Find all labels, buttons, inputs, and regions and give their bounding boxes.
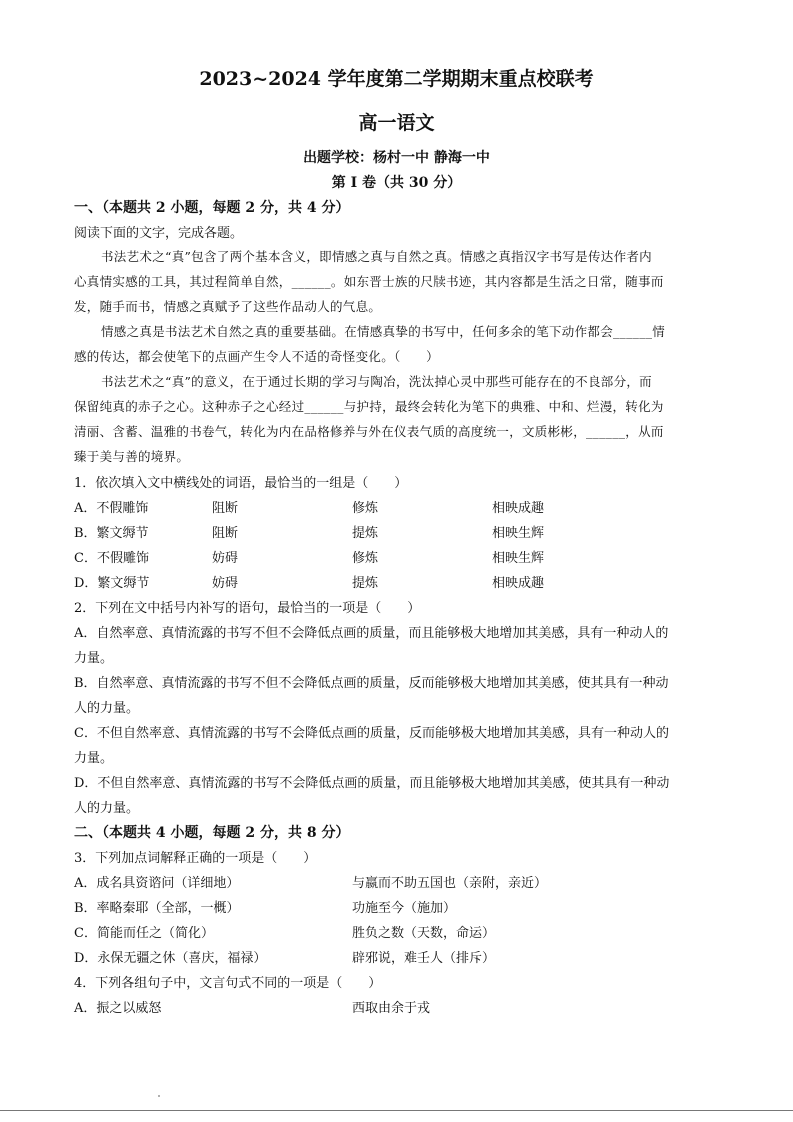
q1-a-word2: 阻断: [212, 501, 239, 516]
section2-heading: 二、（本题共 4 小题，每题 2 分，共 8 分）: [74, 825, 350, 841]
q4-a-right: 西取由余于戎: [352, 1001, 431, 1016]
q2-option-d-cont: 人的力量。: [74, 801, 140, 816]
q3-d-right: 辟邪说，难壬人（排斥）: [352, 951, 496, 966]
passage-line: 心真情实感的工具，其过程简单自然，______。如东晋士族的尺牍书迹，其内容都是生活之日常，随事而: [74, 274, 664, 289]
q1-a-word1: A．不假雕饰: [74, 501, 149, 516]
passage-line: 保留纯真的赤子之心。这种赤子之心经过______与护持，最终会转化为笔下的典雅、中和、烂漫，转化为: [74, 399, 664, 414]
q1-b-word2: 阻断: [212, 526, 239, 541]
passage-line: 发，随手而书，情感之真赋予了这些作品动人的气息。: [74, 299, 382, 314]
q1-a-word3: 修炼: [352, 501, 379, 516]
volume-heading: 第 I 卷（共 30 分）: [331, 175, 462, 191]
q3-option-c[interactable]: [74, 922, 694, 942]
subject-title: 高一语文: [358, 112, 435, 134]
section1-intro: 阅读下面的文字，完成各题。: [74, 226, 244, 241]
q1-d-word1: D．繁文缛节: [74, 576, 150, 591]
passage-line: 清丽、含蓄、温雅的书卷气，转化为内在品格修养与外在仪表气质的高度统一，文质彬彬，______，从而: [74, 424, 664, 439]
q4-a-left: A．振之以威怒: [74, 1001, 162, 1016]
q2-option-c-cont: 力量。: [74, 751, 114, 766]
passage-line: 情感之真是书法艺术自然之真的重要基础。在情感真挚的书写中，任何多余的笔下动作都会______情: [101, 324, 666, 339]
q1-option-b[interactable]: [74, 522, 694, 542]
q1-c-word4: 相映生辉: [492, 551, 545, 566]
passage-line: 臻于美与善的境界。: [74, 449, 190, 464]
q3-c-left: C．简能而任之（简化）: [74, 926, 214, 941]
q3-a-left: A．成名具资谘问（详细地）: [74, 876, 240, 891]
q2-option-c[interactable]: C．不但自然率意、真情流露的书写不会降低点画的质量，反而能够极大地增加其美感，具有一种动人的: [74, 726, 669, 741]
q2-option-a-cont: 力量。: [74, 651, 114, 666]
q2-option-a[interactable]: A．自然率意、真情流露的书写不但不会降低点画的质量，而且能够极大地增加其美感，具有一种动人的: [74, 626, 669, 641]
footer-divider: [0, 1110, 793, 1111]
q2-option-b-cont: 人的力量。: [74, 701, 140, 716]
q1-a-word4: 相映成趣: [492, 501, 545, 516]
setter-schools: 出题学校：杨村一中 静海一中: [303, 150, 490, 166]
q1-option-c[interactable]: [74, 547, 694, 567]
q1-b-word4: 相映生辉: [492, 526, 545, 541]
q3-d-left: D．永保无疆之休（喜庆，福禄）: [74, 951, 267, 966]
section1-heading: 一、（本题共 2 小题，每题 2 分，共 4 分）: [74, 200, 350, 216]
passage-line: 书法艺术之“真”包含了两个基本含义，即情感之真与自然之真。情感之真指汉字书写是传达作者内: [101, 249, 652, 264]
exam-title: 2023~2024 学年度第二学期期末重点校联考: [199, 68, 594, 90]
q1-option-a[interactable]: [74, 497, 694, 517]
q2-stem: 2．下列在文中括号内补写的语句，最恰当的一项是（ ）: [74, 601, 421, 616]
q3-b-left: B．率略秦耶（全部，一概）: [74, 901, 240, 916]
q1-d-word3: 提炼: [352, 576, 379, 591]
q3-option-a[interactable]: [74, 872, 694, 892]
q3-stem: 3．下列加点词解释正确的一项是（ ）: [74, 851, 317, 866]
q2-option-b[interactable]: B．自然率意、真情流露的书写不但不会降低点画的质量，反而能够极大地增加其美感，使其具有一种动: [74, 676, 669, 691]
q3-c-right: 胜负之数（天数，命运）: [352, 926, 496, 941]
q3-b-right: 功施至今（施加）: [352, 901, 457, 916]
q1-b-word3: 提炼: [352, 526, 379, 541]
q1-stem: 1．依次填入文中横线处的词语，最恰当的一组是（ ）: [74, 476, 408, 491]
footer-dot: [158, 1095, 160, 1097]
q4-option-a[interactable]: [74, 997, 694, 1017]
q2-option-d[interactable]: D．不但自然率意、真情流露的书写不会降低点画的质量，而且能够极大地增加其美感，使其具有一种动: [74, 776, 670, 791]
q1-c-word2: 妨碍: [212, 551, 239, 566]
q3-option-b[interactable]: [74, 897, 694, 917]
q4-stem: 4．下列各组句子中，文言句式不同的一项是（ ）: [74, 976, 382, 991]
q1-c-word3: 修炼: [352, 551, 379, 566]
passage-line: 感的传达，都会使笔下的点画产生令人不适的奇怪变化。（ ）: [74, 349, 439, 364]
q1-b-word1: B．繁文缛节: [74, 526, 149, 541]
q1-d-word4: 相映成趣: [492, 576, 545, 591]
passage-line: 书法艺术之“真”的意义，在于通过长期的学习与陶冶，洗汰掉心灵中那些可能存在的不良部分，而: [101, 374, 652, 389]
q1-c-word1: C．不假雕饰: [74, 551, 149, 566]
q1-option-d[interactable]: [74, 572, 694, 592]
q3-a-right: 与嬴而不助五国也（亲附，亲近）: [352, 876, 548, 891]
q3-option-d[interactable]: [74, 947, 694, 967]
q1-d-word2: 妨碍: [212, 576, 239, 591]
